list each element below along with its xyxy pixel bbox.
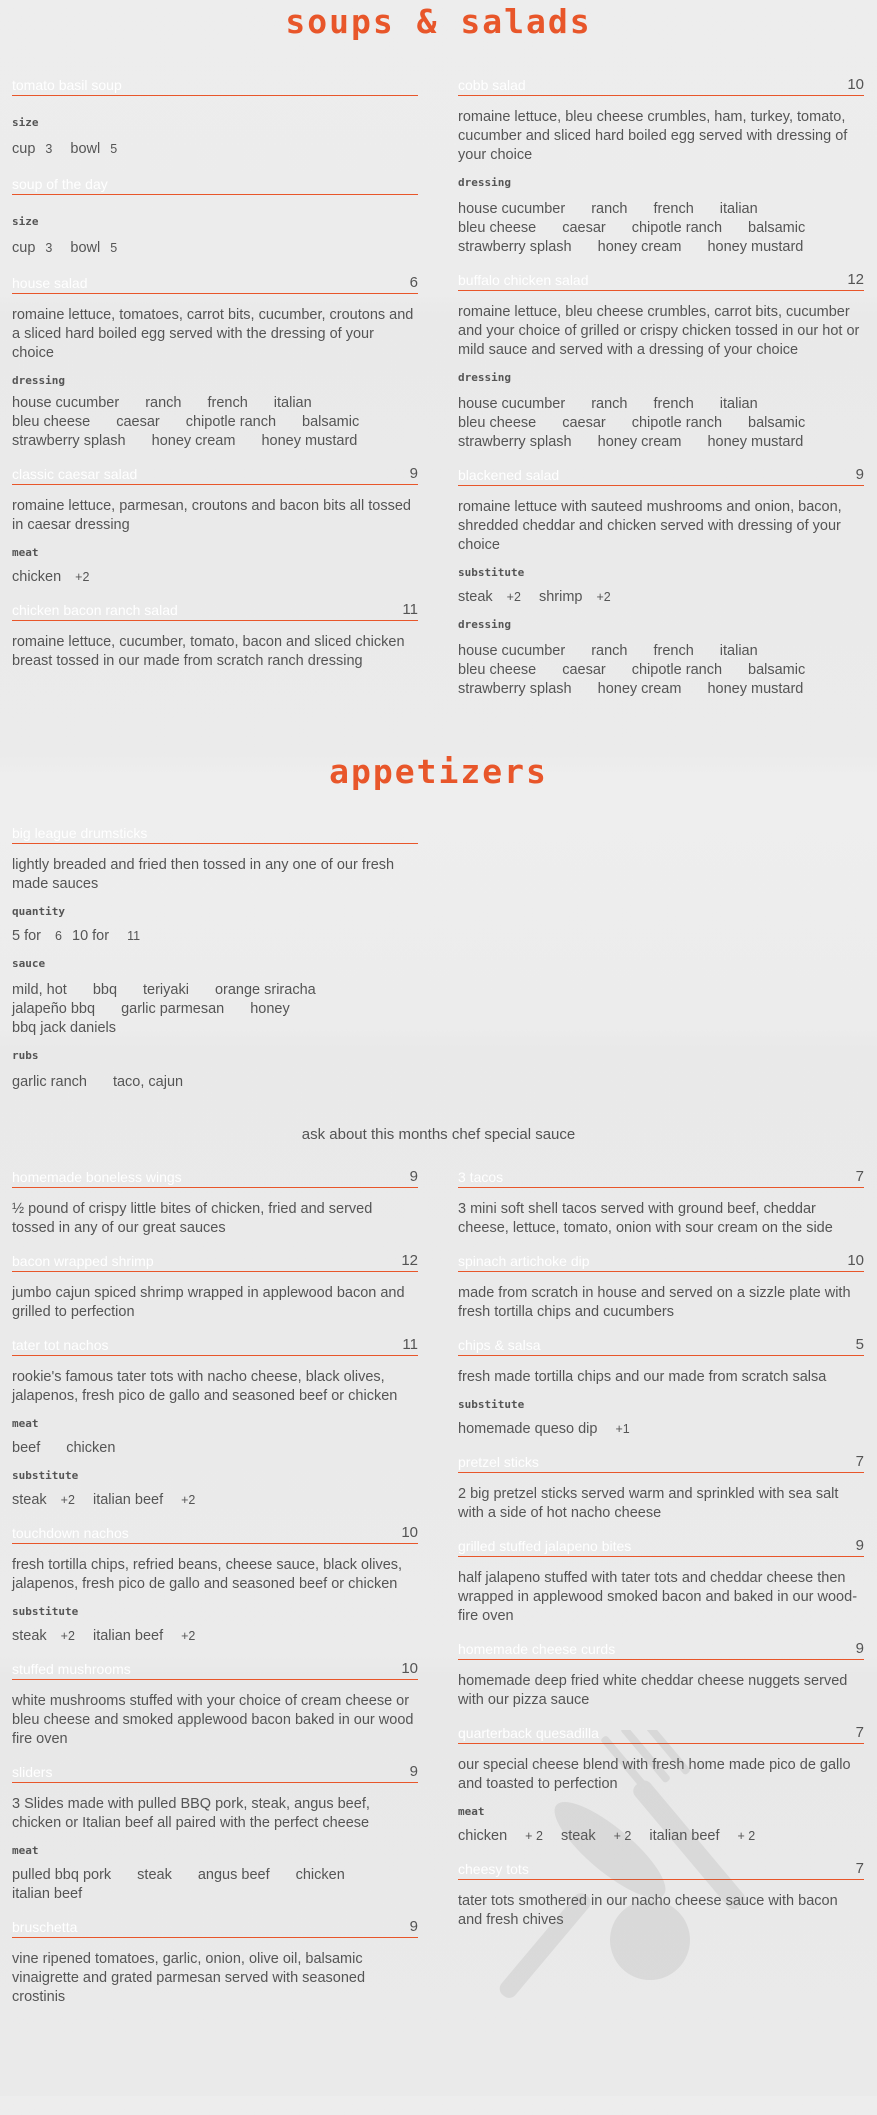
item-price: 9: [855, 1537, 864, 1554]
dressing-option: italian: [719, 201, 758, 217]
item-price: 10: [401, 1660, 418, 1677]
option-price: 6: [55, 929, 62, 943]
menu-item-house-salad: [12, 272, 418, 451]
item-description: vine ripened tomatoes, garlic, onion, olive oil, balsamic vinaigrette and grated parmesan served with seasoned crostinis: [12, 1951, 366, 2005]
option-price: 5: [110, 241, 118, 255]
option-name: steak: [458, 589, 493, 605]
dressing-option: french: [653, 201, 694, 217]
item-name: cheesy tots: [458, 1861, 529, 1877]
item-name: 3 tacos: [458, 1169, 504, 1185]
meat-option: chicken: [295, 1867, 345, 1883]
item-description: 3 Slides made with pulled BBQ pork, steak, angus beef, chicken or Italian beef all paired with the perfect cheese: [12, 1796, 370, 1831]
dressing-option: balsamic: [302, 414, 360, 430]
item-description: ½ pound of crispy little bites of chicken, fried and served tossed in any of our great sauces: [12, 1201, 373, 1236]
meat-option: pulled bbq pork: [12, 1867, 112, 1883]
option-label: dressing: [458, 618, 511, 631]
item-description: romaine lettuce, bleu cheese crumbles, carrot bits, cucumber and your choice of grilled or crispy chicken tossed in our hot or mild sauce and served with a dressing of your choice: [458, 304, 860, 358]
menu-item-pretzel-sticks: [458, 1451, 864, 1523]
item-description: fresh tortilla chips, refried beans, cheese sauce, black olives, jalapenos, fresh pico de gallo and seasoned beef or chicken: [12, 1557, 403, 1592]
dressing-option: bleu cheese: [458, 415, 537, 431]
option-label: dressing: [458, 371, 511, 384]
item-description: homemade deep fried white cheddar cheese nuggets served with our pizza sauce: [458, 1673, 848, 1708]
option-row: [458, 1420, 864, 1439]
dressing-option: honey cream: [151, 433, 236, 449]
option-row: [458, 1827, 864, 1846]
menu-item-homemade-boneless-wings: [12, 1166, 418, 1238]
item-price: 7: [855, 1168, 864, 1185]
dressing-option: honey mustard: [261, 433, 358, 449]
menu-item-chips-salsa: [458, 1334, 864, 1439]
item-name: quarterback quesadilla: [458, 1725, 599, 1741]
option-label: substitute: [12, 1605, 79, 1618]
dressing-option: ranch: [591, 643, 628, 659]
option-price: + 2: [613, 1829, 632, 1843]
option-price: +2: [60, 1493, 75, 1507]
drumsticks-block: [12, 822, 418, 1092]
option-name: chicken: [458, 1828, 508, 1844]
dressing-option: chipotle ranch: [631, 415, 723, 431]
item-name: buffalo chicken salad: [458, 272, 589, 288]
menu-item-stuffed-mushrooms: [12, 1658, 418, 1749]
option-row: [12, 927, 418, 946]
dressing-option: french: [653, 643, 694, 659]
meat-option: angus beef: [197, 1867, 270, 1883]
menu-item-cheesy-tots: [458, 1858, 864, 1930]
item-price: 11: [402, 601, 418, 618]
item-name: homemade cheese curds: [458, 1641, 616, 1657]
menu-item-touchdown-nachos: [12, 1522, 418, 1646]
item-description: tater tots smothered in our nacho cheese sauce with bacon and fresh chives: [458, 1893, 838, 1928]
item-description: 2 big pretzel sticks served warm and sprinkled with sea salt with a side of hot nacho cheese: [458, 1486, 839, 1521]
item-price: 10: [847, 1252, 864, 1269]
option-label: size: [12, 215, 39, 228]
item-description: romaine lettuce, cucumber, tomato, bacon and sliced chicken breast tossed in our made from scratch ranch dressing: [12, 634, 405, 669]
dressing-option: bleu cheese: [458, 220, 537, 236]
dressing-option: honey mustard: [707, 681, 804, 697]
item-name: house salad: [12, 275, 88, 291]
option-price: +2: [181, 1629, 196, 1643]
meat-options: [12, 1439, 418, 1458]
option-price: +2: [75, 570, 90, 584]
item-name: grilled stuffed jalapeno bites: [458, 1538, 632, 1554]
dressing-option: ranch: [591, 201, 628, 217]
menu-item-grilled-stuffed-jalapeno-bites: [458, 1535, 864, 1626]
sauce-option: bbq: [92, 982, 118, 998]
item-name: stuffed mushrooms: [12, 1661, 131, 1677]
item-name: chicken bacon ranch salad: [12, 602, 178, 618]
option-name: 5 for: [12, 928, 42, 944]
item-name: big league drumsticks: [12, 825, 148, 841]
option-name: bowl: [70, 240, 101, 256]
sauce-option: mild, hot: [12, 982, 67, 998]
menu-item-soup-of-the-day: [12, 173, 418, 258]
option-name: steak: [12, 1628, 47, 1644]
item-description: 3 mini soft shell tacos served with ground beef, cheddar cheese, lettuce, tomato, onion with sour cream on the side: [458, 1201, 833, 1236]
option-label: dressing: [12, 374, 65, 387]
menu-item-quarterback-quesadilla: [458, 1722, 864, 1846]
option-row: [12, 568, 418, 587]
item-description: jumbo cajun spiced shrimp wrapped in applewood bacon and grilled to perfection: [12, 1285, 405, 1320]
option-price: + 2: [525, 1829, 543, 1843]
option-name: shrimp: [538, 589, 583, 605]
dressing-option: french: [653, 396, 694, 412]
option-name: italian beef: [92, 1492, 164, 1508]
item-price: 9: [855, 1640, 864, 1657]
dressing-option: house cucumber: [458, 396, 566, 412]
option-label: substitute: [12, 1469, 79, 1482]
sauce-options: [12, 981, 418, 1038]
item-name: blackened salad: [458, 467, 560, 483]
item-price: 12: [847, 271, 864, 288]
item-name: spinach artichoke dip: [458, 1253, 590, 1269]
dressing-option: ranch: [145, 395, 182, 411]
option-label: meat: [458, 1805, 485, 1818]
dressing-option: strawberry splash: [458, 239, 572, 255]
item-price: 9: [409, 465, 418, 482]
sauce-option: bbq jack daniels: [12, 1020, 116, 1036]
option-price: +2: [596, 590, 611, 604]
option-label: rubs: [12, 1049, 39, 1062]
meat-option: beef: [12, 1440, 41, 1456]
dressing-option: chipotle ranch: [631, 662, 723, 678]
dressing-option: house cucumber: [458, 201, 566, 217]
item-name: bruschetta: [12, 1919, 78, 1935]
option-label: meat: [12, 1844, 39, 1857]
option-name: homemade queso dip: [458, 1421, 598, 1437]
option-name: cup: [12, 240, 36, 256]
option-row: [12, 1627, 418, 1646]
option-row: [458, 588, 864, 607]
menu-item-classic-caesar-salad: [12, 463, 418, 587]
item-price: 7: [855, 1453, 864, 1470]
dressing-option: honey cream: [597, 434, 682, 450]
item-description: romaine lettuce, bleu cheese crumbles, ham, turkey, tomato, cucumber and sliced hard boiled egg served with dressing of your choice: [458, 109, 848, 163]
item-description: romaine lettuce with sauteed mushrooms and onion, bacon, shredded cheddar and chicken served with dressing of your choice: [458, 499, 842, 553]
dressing-options: [458, 395, 864, 452]
dressing-option: house cucumber: [12, 395, 120, 411]
item-name: pretzel sticks: [458, 1454, 539, 1470]
menu-item-homemade-cheese-curds: [458, 1638, 864, 1710]
dressing-option: balsamic: [748, 220, 806, 236]
rub-options: [12, 1073, 418, 1092]
item-name: soup of the day: [12, 176, 108, 192]
option-label: dressing: [458, 176, 511, 189]
dressing-option: strawberry splash: [458, 681, 572, 697]
item-description: half jalapeno stuffed with tater tots and cheddar cheese then wrapped in applewood smoked bacon and baked in our wood-fire oven: [458, 1570, 858, 1624]
section-title-soups-salads: soups & salads: [285, 2, 592, 41]
item-name: tater tot nachos: [12, 1337, 109, 1353]
dressing-option: caesar: [116, 414, 160, 430]
option-name: chicken: [12, 569, 62, 585]
item-price: 10: [401, 1524, 418, 1541]
option-price: + 2: [737, 1829, 756, 1843]
meat-options: [12, 1866, 418, 1904]
option-label: quantity: [12, 905, 65, 918]
item-name: cobb salad: [458, 77, 526, 93]
dressing-options: [12, 394, 418, 451]
sauce-option: jalapeño bbq: [12, 1001, 96, 1017]
option-price: 11: [127, 929, 141, 943]
option-row: [12, 140, 418, 159]
dressing-option: chipotle ranch: [185, 414, 277, 430]
rub-option: taco, cajun: [112, 1074, 184, 1090]
dressing-option: strawberry splash: [12, 433, 126, 449]
dressing-option: caesar: [562, 662, 606, 678]
dressing-options: [458, 200, 864, 257]
item-name: classic caesar salad: [12, 466, 138, 482]
item-price: 11: [402, 1336, 418, 1353]
option-label: meat: [12, 546, 39, 559]
item-price: 9: [855, 466, 864, 483]
item-name: bacon wrapped shrimp: [12, 1253, 154, 1269]
dressing-option: honey mustard: [707, 434, 804, 450]
dressing-option: balsamic: [748, 415, 806, 431]
item-description: made from scratch in house and served on a sizzle plate with fresh tortilla chips and cucumbers: [458, 1285, 851, 1320]
dressing-option: caesar: [562, 220, 606, 236]
option-price: 5: [110, 142, 118, 156]
dressing-options: [458, 642, 864, 699]
menu-item-chicken-bacon-ranch-salad: [12, 599, 418, 671]
option-name: cup: [12, 141, 36, 157]
option-label: substitute: [458, 566, 525, 579]
menu-item-buffalo-chicken-salad: [458, 269, 864, 452]
chef-special-note: ask about this months chef special sauce: [301, 1126, 576, 1143]
item-description: white mushrooms stuffed with your choice of cream cheese or bleu cheese and smoked applewood bacon baked in our wood fire oven: [12, 1693, 414, 1747]
item-price: 9: [409, 1918, 418, 1935]
meat-option: steak: [137, 1867, 172, 1883]
item-price: 9: [409, 1763, 418, 1780]
item-name: tomato basil soup: [12, 77, 122, 93]
menu-item-bacon-wrapped-shrimp: [12, 1250, 418, 1322]
option-row: [12, 1491, 418, 1510]
dressing-option: chipotle ranch: [631, 220, 723, 236]
option-price: 3: [45, 142, 53, 156]
option-price: 3: [45, 241, 53, 255]
dressing-option: honey cream: [597, 681, 682, 697]
dressing-option: house cucumber: [458, 643, 566, 659]
dressing-option: bleu cheese: [12, 414, 91, 430]
dressing-option: strawberry splash: [458, 434, 572, 450]
dressing-option: honey cream: [597, 239, 682, 255]
menu-item-tater-tot-nachos: [12, 1334, 418, 1510]
item-price: 6: [409, 274, 418, 291]
option-name: italian beef: [92, 1628, 164, 1644]
item-description: lightly breaded and fried then tossed in any one of our fresh made sauces: [12, 857, 395, 892]
meat-option: chicken: [66, 1440, 116, 1456]
sauce-option: garlic parmesan: [121, 1001, 225, 1017]
menu-item-blackened-salad: [458, 464, 864, 699]
item-name: touchdown nachos: [12, 1525, 129, 1541]
menu-item-big-league-drumsticks: [12, 822, 418, 1092]
item-name: chips & salsa: [458, 1337, 541, 1353]
item-price: 7: [855, 1724, 864, 1741]
option-name: bowl: [70, 141, 101, 157]
section-title-appetizers: appetizers: [329, 752, 548, 791]
appetizers-right-column: [458, 1166, 864, 1930]
dressing-option: bleu cheese: [458, 662, 537, 678]
menu-item-cobb-salad: [458, 74, 864, 257]
item-description: our special cheese blend with fresh home made pico de gallo and toasted to perfection: [458, 1757, 851, 1792]
sauce-option: orange sriracha: [214, 982, 316, 998]
option-price: +1: [615, 1422, 630, 1436]
item-price: 5: [855, 1336, 864, 1353]
item-description: rookie's famous tater tots with nacho cheese, black olives, jalapenos, fresh pico de gallo and seasoned beef or chicken: [12, 1369, 398, 1404]
sauce-option: teriyaki: [143, 982, 189, 998]
item-price: 7: [855, 1860, 864, 1877]
soups-left-column: [12, 74, 418, 671]
menu-item-sliders: [12, 1761, 418, 1904]
dressing-option: italian: [273, 395, 312, 411]
appetizers-left-column: [12, 1166, 418, 2007]
menu-item-3-tacos: [458, 1166, 864, 1238]
dressing-option: italian: [719, 643, 758, 659]
sauce-option: honey: [250, 1001, 290, 1017]
item-description: romaine lettuce, parmesan, croutons and bacon bits all tossed in caesar dressing: [12, 498, 411, 533]
item-price: 12: [401, 1252, 418, 1269]
item-price: 9: [409, 1168, 418, 1185]
dressing-option: french: [207, 395, 248, 411]
option-row: [12, 239, 418, 258]
option-price: +2: [506, 590, 521, 604]
soups-right-column: [458, 74, 864, 699]
rub-option: garlic ranch: [12, 1074, 87, 1090]
option-label: substitute: [458, 1398, 525, 1411]
option-label: meat: [12, 1417, 39, 1430]
meat-option: italian beef: [12, 1886, 83, 1902]
dressing-option: italian: [719, 396, 758, 412]
option-name: steak: [560, 1828, 596, 1844]
item-description: romaine lettuce, tomatoes, carrot bits, cucumber, croutons and a sliced hard boiled egg served with the dressing of your choice: [12, 307, 414, 361]
item-description: fresh made tortilla chips and our made from scratch salsa: [458, 1369, 827, 1385]
dressing-option: caesar: [562, 415, 606, 431]
option-price: +2: [181, 1493, 196, 1507]
item-name: homemade boneless wings: [12, 1169, 182, 1185]
option-price: +2: [60, 1629, 75, 1643]
option-label: size: [12, 116, 39, 129]
menu-item-bruschetta: [12, 1916, 418, 2007]
item-name: sliders: [12, 1764, 53, 1780]
dressing-option: balsamic: [748, 662, 806, 678]
option-name: 10 for: [72, 928, 110, 944]
option-name: italian beef: [649, 1828, 720, 1844]
option-label: sauce: [12, 957, 46, 970]
item-price: 10: [847, 76, 864, 93]
menu-item-spinach-artichoke-dip: [458, 1250, 864, 1322]
option-name: steak: [12, 1492, 47, 1508]
menu-item-tomato-basil-soup: [12, 74, 418, 159]
dressing-option: ranch: [591, 396, 628, 412]
dressing-option: honey mustard: [707, 239, 804, 255]
